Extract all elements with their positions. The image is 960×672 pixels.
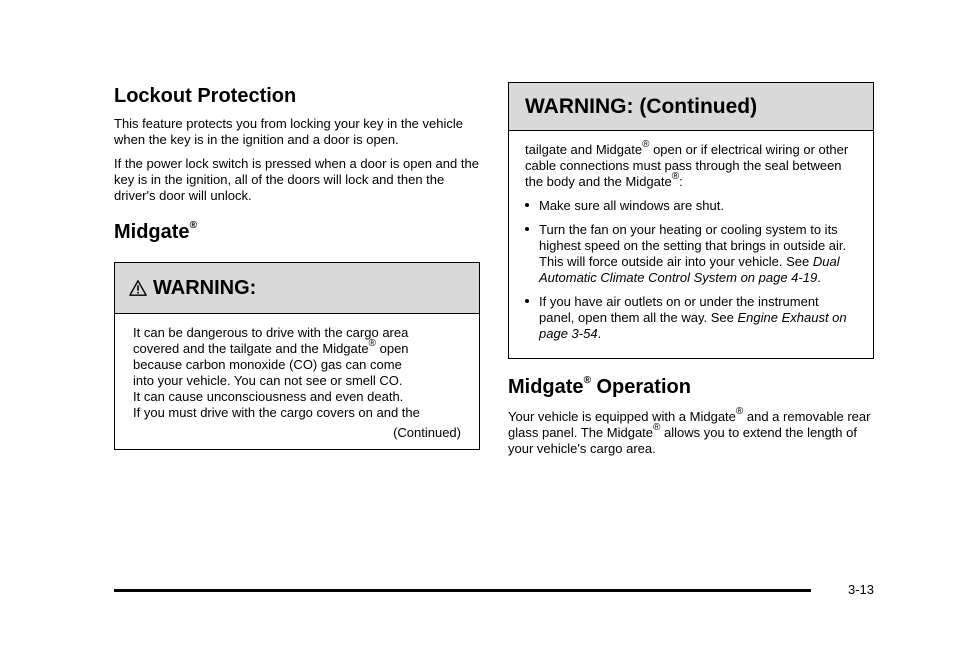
registered-mark: ® xyxy=(189,220,197,232)
left-column xyxy=(114,82,480,450)
warning-title: WARNING: xyxy=(153,276,257,299)
footer-rule xyxy=(114,589,811,592)
midgate-operation-paragraph: Your vehicle is equipped with a Midgate® and a removable rear glass panel. The Midgate® allows you to extend the length of your vehicle's cargo area. xyxy=(508,405,871,456)
lockout-paragraph-1: This feature protects you from locking your key in the vehicle when the key is in the ignition and a door is open. xyxy=(114,116,463,147)
list-item: Turn the fan on your heating or cooling system to its highest speed on the setting that brings in outside air. This will force outside air into your vehicle. See Dual Automatic Climate Control System on page 4-19. xyxy=(525,222,857,286)
warning-box xyxy=(114,262,480,450)
warning-body: It can be dangerous to drive with the cargo area covered and the tailgate and the Midgate® open because carbon monoxide (CO) gas can come into your vehicle. You can not see or smell CO. It can cause unconsciousness and even death. If you must drive with the cargo covers on and the (Continued) xyxy=(133,325,461,440)
list-item: If you have air outlets on or under the instrument panel, open them all the way. See Engine Exhaust on page 3-54. xyxy=(525,294,857,342)
lockout-protection-heading: Lockout Protection xyxy=(114,85,297,107)
engine-exhaust-reference: Engine Exhaust on page 3-54 xyxy=(539,310,847,341)
midgate-operation-heading: Midgate® Operation xyxy=(508,375,691,398)
list-item: Make sure all windows are shut. xyxy=(525,198,857,214)
lockout-paragraph-2: If the power lock switch is pressed when a door is open and the key is in the ignition, all of the doors will lock and then the driver's door will unlock. xyxy=(114,156,479,203)
warning-continued-box xyxy=(508,82,874,359)
warning-continued-intro: tailgate and Midgate® open or if electrical wiring or other cable connections must pass through the seal between the body and the Midgate®: xyxy=(525,138,849,189)
continued-label: (Continued) xyxy=(393,425,461,440)
warning-continued-title: WARNING: (Continued) xyxy=(525,94,758,118)
warning-triangle-icon xyxy=(129,279,147,297)
registered-mark: ® xyxy=(583,375,591,387)
warning-continued-header xyxy=(509,83,873,131)
warning-continued-body xyxy=(509,131,873,358)
climate-control-reference: Dual Automatic Climate Control System on page 4-19 xyxy=(539,254,840,285)
warning-bullet-list xyxy=(525,198,857,342)
right-column xyxy=(508,82,874,465)
midgate-heading: Midgate® xyxy=(114,220,197,243)
page-number: 3-13 xyxy=(848,582,875,597)
warning-header xyxy=(115,263,479,314)
